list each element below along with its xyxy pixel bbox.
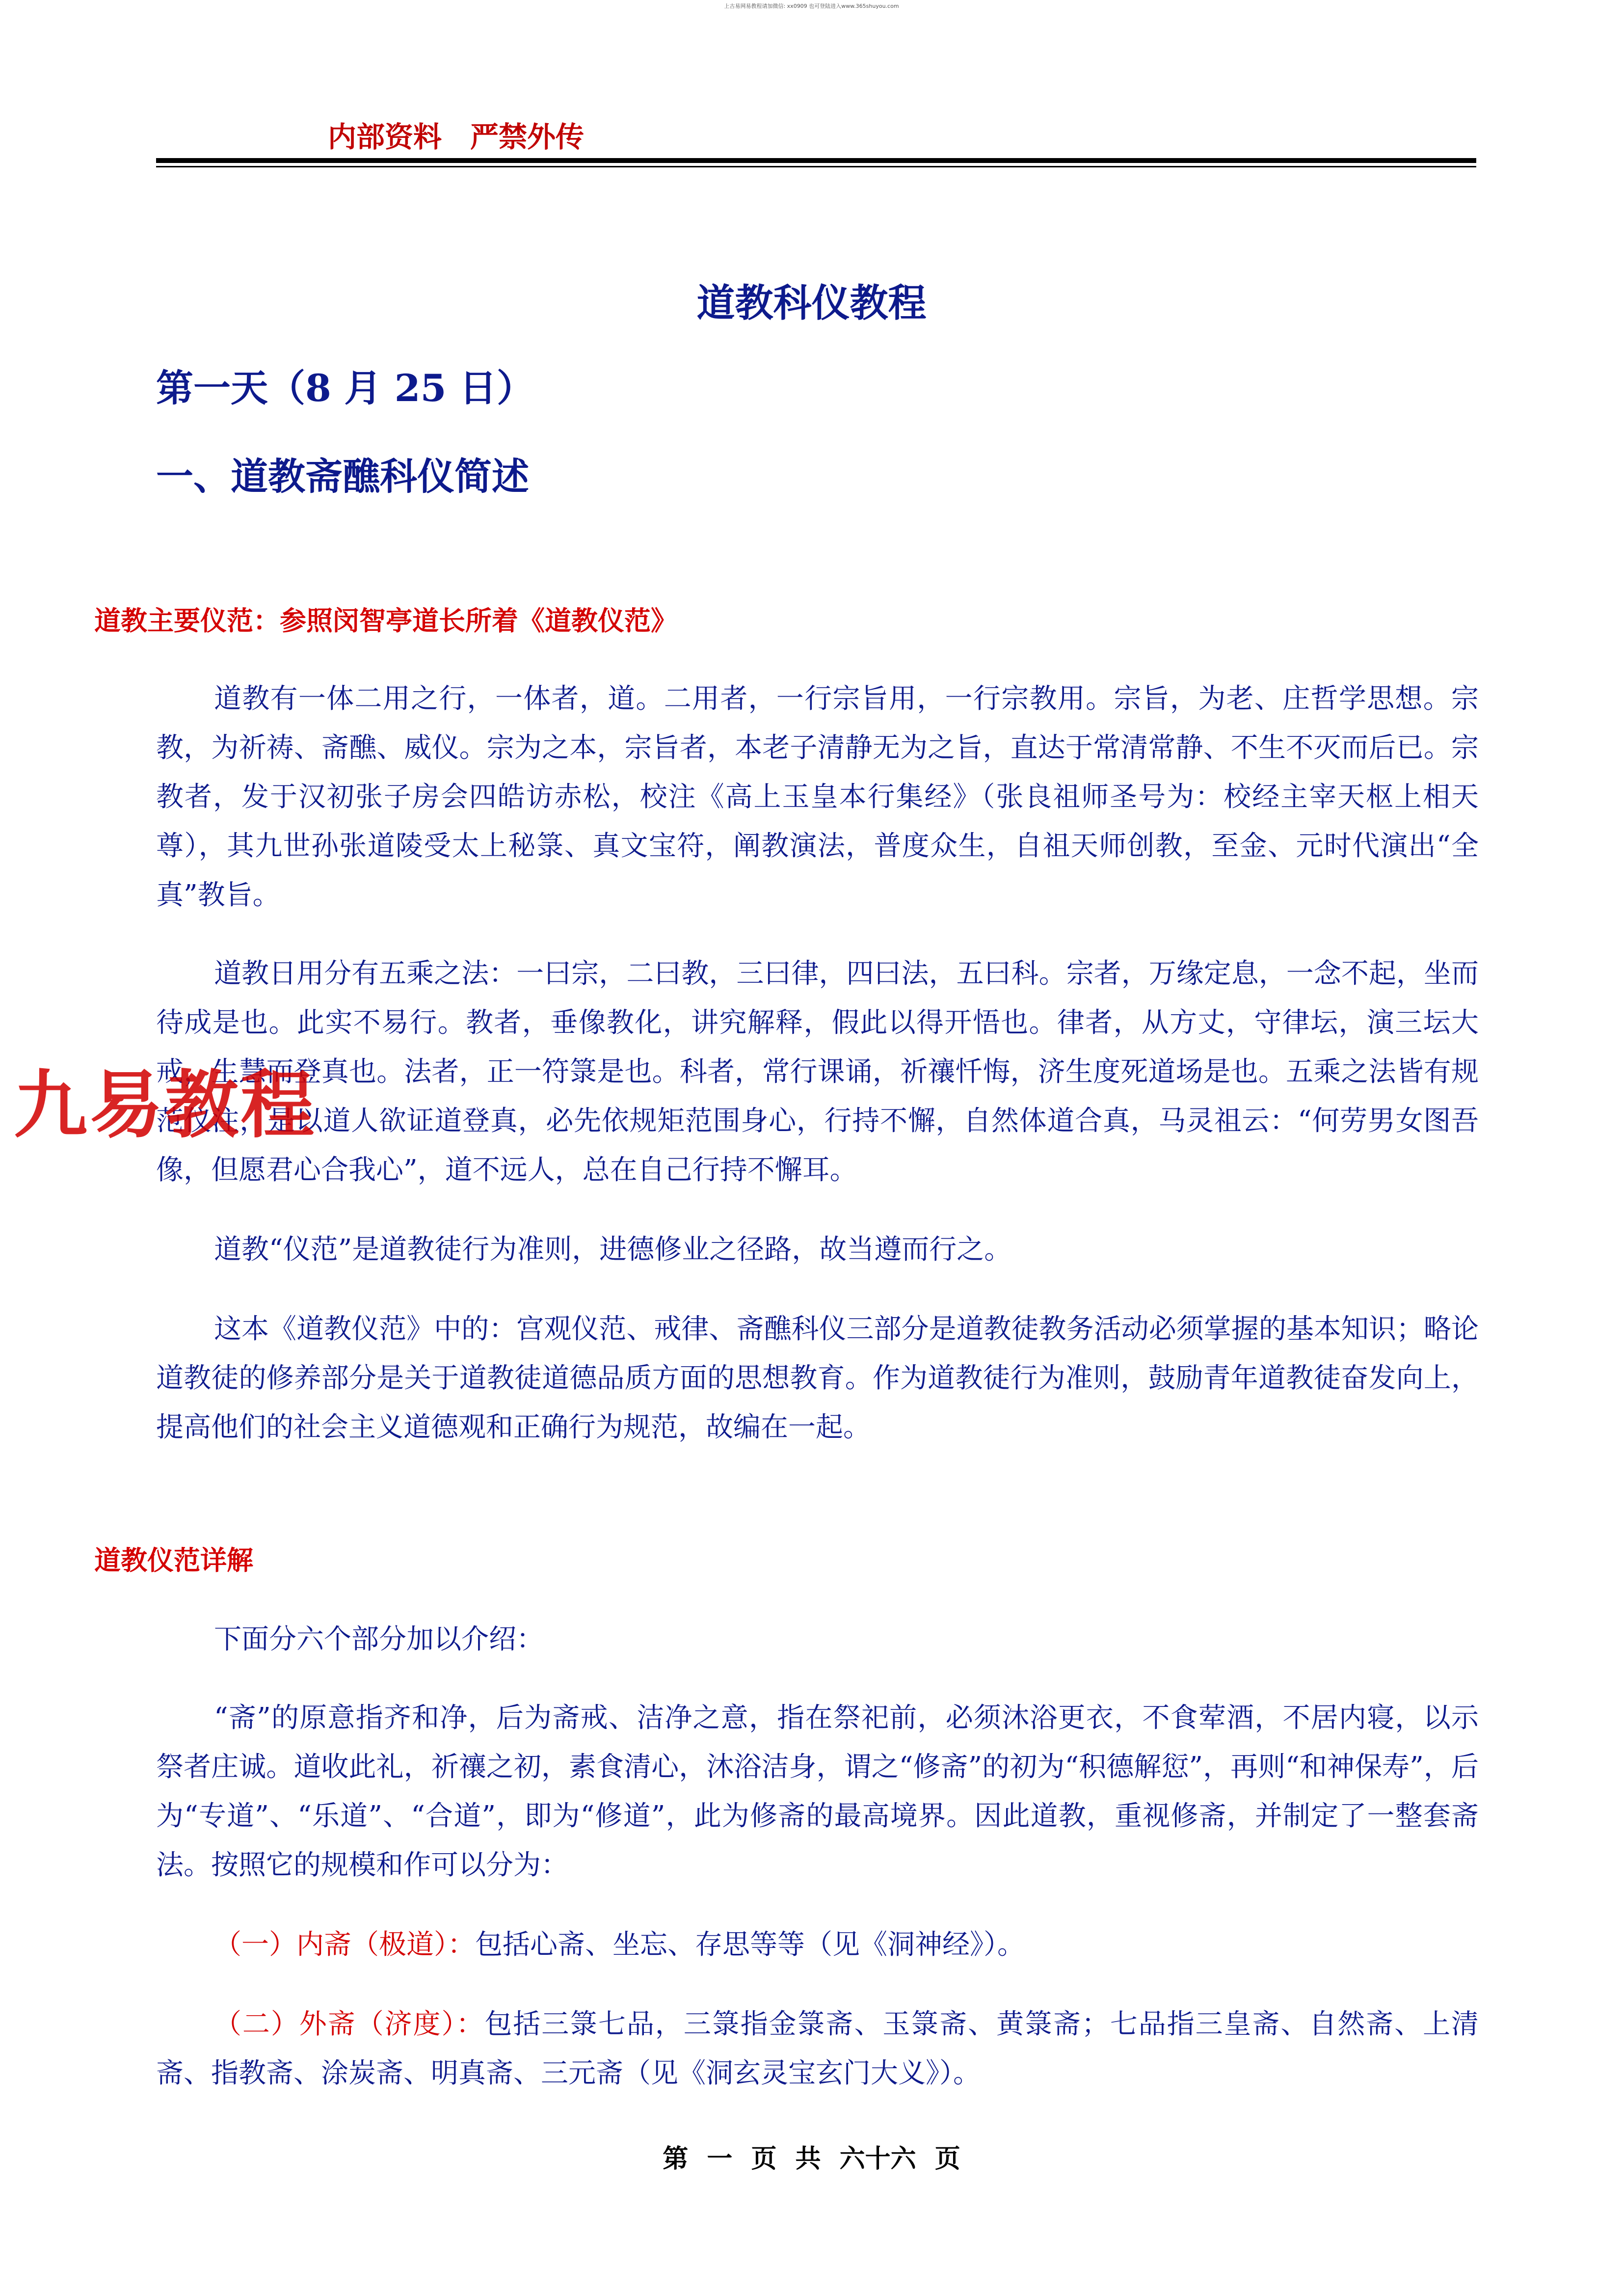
day-heading: 第一天（8 月 25 日） (156, 366, 534, 410)
page-footer: 第 一 页 共 六十六 页 (663, 2144, 960, 2174)
list-item-text: 包括心斋、坐忘、存思等等（见《洞神经》）。 (475, 1929, 1025, 1961)
paragraph: 道教有一体二用之行，一体者，道。二用者，一行宗旨用，一行宗教用。宗旨，为老、庄哲学思想。宗教，为祈祷、斋醮、威仪。宗为之本，宗旨者，本老子清静无为之旨，直达于常清常静、不生不灭而后已。宗教者，发于汉初张子房会四皓访赤松，校注《高上玉皇本行集经》（张良祖师圣号为：校经主宰天枢上相天尊），其九世孙张道陵受太上秘箓、真文宝符，阐教演法，普度众生，自祖天师创教，至金、元时代演出“全真”教旨。 (156, 683, 1479, 911)
top-note: 上古易网易教程请加微信: xx0909 也可登陆进入www.365shuyou.com (724, 3, 899, 9)
paragraph: 道教“仪范”是道教徒行为准则，进德修业之径路，故当遵而行之。 (214, 1234, 1012, 1266)
section-heading: 一、道教斋醮科仪简述 (156, 455, 529, 498)
subheading-main-rituals: 道教主要仪范：参照闵智亭道长所着《道教仪范》 (94, 605, 677, 636)
paragraph: 道教日用分有五乘之法：一曰宗，二曰教，三曰律，四曰法，五曰科。宗者，万缘定息，一念不起，坐而待成是也。此实不易行。教者，垂像教化，讲究解释，假此以得开悟也。律者，从方丈，守律坛，演三坛大戒，生慧而登真也。法者，正一符箓是也。科者，常行课诵，祈禳忏悔，济生度死道场是也。五乘之法皆有规范仪注，是以道人欲证道登真，必先依规矩范围身心，行持不懈，自然体道合真，马灵祖云：“何劳男女图吾像，但愿君心合我心”，道不远人，总在自己行持不懈耳。 (156, 958, 1479, 1186)
paragraph: 这本《道教仪范》中的：宫观仪范、戒律、斋醮科仪三部分是道教徒教务活动必须掌握的基本知识；略论道教徒的修养部分是关于道教徒道德品质方面的思想教育。作为道教徒行为准则，鼓励青年道教徒奋发向上，提高他们的社会主义道德观和正确行为规范，故编在一起。 (156, 1313, 1479, 1443)
subheading-rituals-detail: 道教仪范详解 (94, 1545, 253, 1576)
paragraph: “斋”的原意指齐和净，后为斋戒、洁净之意，指在祭祀前，必须沐浴更衣，不食荤酒，不居内寝，以示祭者庄诚。道收此礼，祈禳之初，素食清心，沐浴洁身，谓之“修斋”的初为“积德解愆”，再则“和神保寿”，后为“专道”、“乐道”、“合道”，即为“修道”，此为修斋的最高境界。因此道教，重视修斋，并制定了一整套斋法。按照它的规模和作可以分为： (156, 1702, 1479, 1881)
confidential-header: 内部资料 严禁外传 (328, 120, 585, 154)
paragraph: 下面分六个部分加以介绍： (214, 1623, 544, 1655)
list-item (156, 2000, 1479, 2098)
header-rule-thick (156, 158, 1476, 163)
list-item-text: 包括三箓七品，三箓指金箓斋、玉箓斋、黄箓斋；七品指三皇斋、自然斋、上清斋、指教斋、涂炭斋、明真斋、三元斋（见《洞玄灵宝玄门大义》）。 (156, 2008, 1479, 2089)
list-item-label: （一）内斋（极道）： (214, 1929, 475, 1961)
list-item (156, 1920, 1479, 1970)
header-rule-thin (156, 166, 1476, 167)
list-item-label: （二）外斋（济度）： (214, 2008, 485, 2040)
document-title: 道教科仪教程 (696, 281, 927, 325)
watermark: 九易教程 (14, 1063, 317, 1148)
